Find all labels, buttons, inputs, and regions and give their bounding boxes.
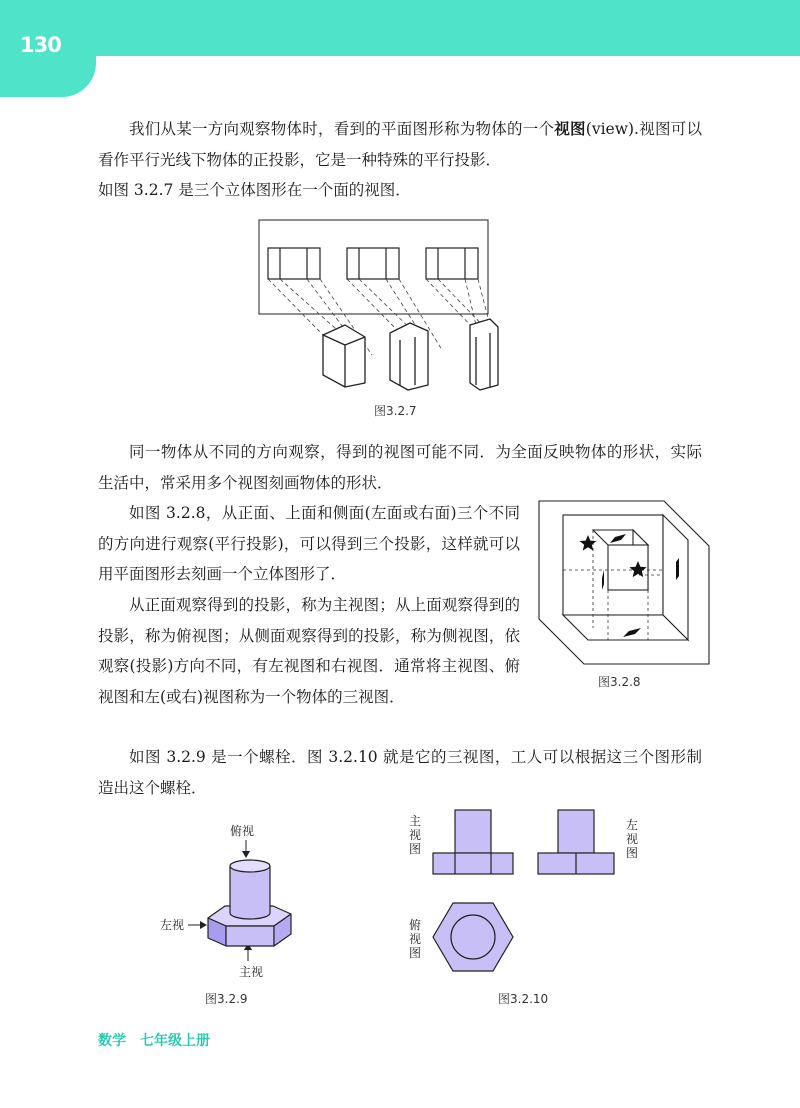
paragraph-three-views-definition: 从正面观察得到的投影，称为主视图；从上面观察得到的投影，称为俯视图；从侧面观察得到的投影，称为侧视图，依观察(投影)方向不同，有左视图和右视图．通常将主视图、俯视图和左(或右)视图称为一个物体的三视图． bbox=[98, 596, 520, 706]
header-band bbox=[0, 0, 800, 56]
left-view-cylinder bbox=[558, 810, 594, 853]
paragraph-view-definition: 我们从某一方向观察物体时，看到的平面图形称为物体的一个视图(view).视图可以看作平行光线下物体的正投影，它是一种特殊的平行投影． 如图 3.2.7 是三个立体图形在一个面的视图． bbox=[98, 119, 702, 199]
view-rect-3 bbox=[426, 248, 478, 279]
svg-text:左: 左 bbox=[626, 818, 639, 832]
label-front-view: 主视 bbox=[239, 965, 264, 979]
svg-text:视: 视 bbox=[409, 828, 422, 842]
figure-3-2-7 bbox=[250, 215, 500, 400]
term-view: 视图 bbox=[554, 119, 586, 138]
paragraph-bolt-intro: 如图 3.2.9 是一个螺栓．图 3.2.10 就是它的三视图，工人可以根据这三个图形制造出这个螺栓． bbox=[98, 748, 702, 797]
fig327-caption: 图3.2.7 bbox=[374, 404, 417, 418]
cylinder-body bbox=[230, 866, 270, 919]
paragraph-multiple-views: 同一物体从不同的方向观察，得到的视图可能不同．为全面反映物体的形状，实际生活中，常采用多个视图刻画物体的形状． bbox=[98, 443, 702, 492]
label-top-view-vertical bbox=[409, 918, 421, 960]
paragraph-fig327-intro: 如图 3.2.7 是三个立体图形在一个面的视图． bbox=[98, 181, 411, 199]
top-view-circle bbox=[451, 915, 495, 959]
figure-3-2-8 bbox=[538, 500, 710, 665]
page-number: 130 bbox=[20, 33, 61, 57]
view-rect-1 bbox=[268, 248, 320, 279]
hex-nut-front bbox=[226, 926, 274, 946]
label-left-view: 左视 bbox=[160, 918, 185, 932]
svg-text:视: 视 bbox=[626, 832, 639, 846]
label-left-view-vertical bbox=[626, 818, 638, 860]
svg-text:图: 图 bbox=[409, 946, 422, 960]
svg-text:主: 主 bbox=[409, 814, 422, 828]
svg-text:图: 图 bbox=[409, 842, 422, 856]
label-top-view: 俯视 bbox=[230, 824, 255, 838]
paragraph-fig328-intro: 如图 3.2.8，从正面、上面和侧面(左面或右面)三个不同的方向进行观察(平行投影)，可以得到三个投影，这样就可以用平面图形去刻画一个立体图形了． bbox=[98, 504, 520, 583]
solid-hex-prism bbox=[323, 325, 365, 387]
fig3210-caption: 图3.2.10 bbox=[498, 992, 549, 1006]
footer-book-title: 数学 七年级上册 bbox=[98, 1033, 210, 1049]
front-view-cylinder bbox=[455, 810, 491, 853]
cylinder-top bbox=[230, 860, 270, 872]
fig328-caption: 图3.2.8 bbox=[598, 675, 641, 689]
figure-3-2-9 bbox=[150, 818, 320, 983]
front-view-base bbox=[433, 853, 513, 874]
svg-text:俯: 俯 bbox=[409, 918, 422, 932]
view-rect-2 bbox=[347, 248, 399, 279]
svg-text:视: 视 bbox=[409, 932, 422, 946]
svg-text:图: 图 bbox=[626, 846, 639, 860]
solid-u-channel bbox=[470, 319, 498, 390]
fig329-caption: 图3.2.9 bbox=[205, 992, 248, 1006]
figure-3-2-10 bbox=[400, 805, 650, 985]
label-front-view-vertical bbox=[409, 814, 421, 856]
solid-notched-block bbox=[390, 323, 428, 390]
